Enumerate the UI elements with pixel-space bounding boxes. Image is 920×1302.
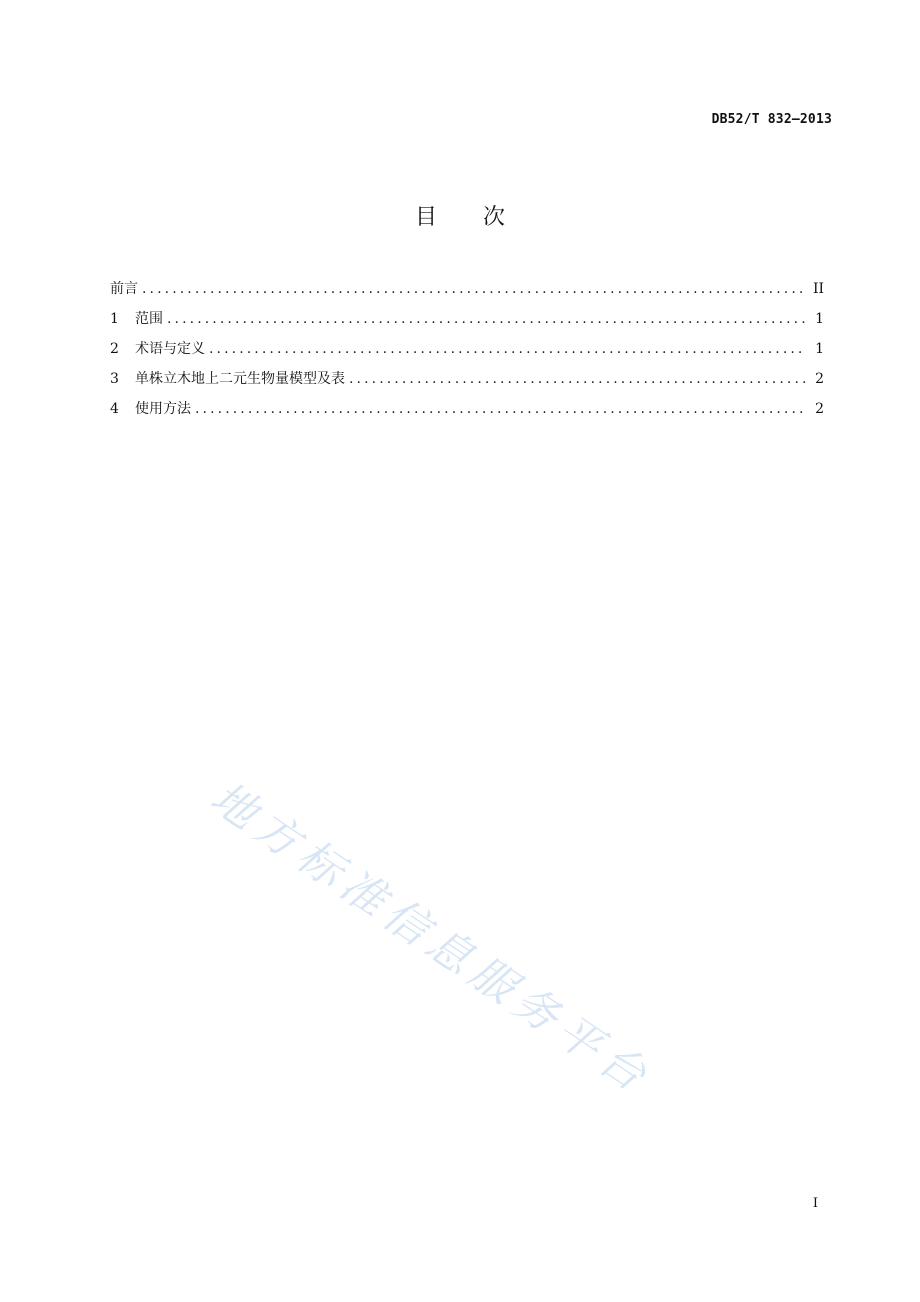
toc-entry-page: 1 xyxy=(815,341,824,357)
toc-dot-leader xyxy=(142,281,806,297)
toc-entry-foreword[interactable] xyxy=(110,278,824,308)
standard-code: DB52/T 832—2013 xyxy=(711,112,832,127)
toc-entry-page: II xyxy=(812,281,824,297)
toc-entry-number: 4 xyxy=(110,401,119,417)
toc-title: 目次 xyxy=(414,205,551,230)
toc-entry-page: 1 xyxy=(815,311,824,327)
toc-entry-biomass-models[interactable] xyxy=(110,368,824,398)
toc-dot-leader xyxy=(167,311,806,327)
toc-entry-number: 2 xyxy=(110,341,119,357)
watermark: 地方标准信息服务平台 xyxy=(201,772,661,1106)
toc-dot-leader xyxy=(349,371,806,387)
toc-entry-label: 使用方法 xyxy=(135,401,191,417)
toc-entry-label: 前言 xyxy=(110,281,138,297)
toc-dot-leader xyxy=(209,341,806,357)
toc-dot-leader xyxy=(195,401,806,417)
toc-entry-label: 范围 xyxy=(135,311,163,327)
toc-entry-usage[interactable] xyxy=(110,398,824,428)
page-number: I xyxy=(812,1196,818,1211)
toc-entry-terms[interactable] xyxy=(110,338,824,368)
toc-entry-page: 2 xyxy=(815,371,824,387)
toc-entry-label: 单株立木地上二元生物量模型及表 xyxy=(135,371,345,387)
table-of-contents xyxy=(110,278,824,428)
toc-entry-page: 2 xyxy=(815,401,824,417)
toc-entry-number: 1 xyxy=(110,311,119,327)
toc-entry-number: 3 xyxy=(110,371,119,387)
toc-entry-scope[interactable] xyxy=(110,308,824,338)
toc-entry-label: 术语与定义 xyxy=(135,341,205,357)
